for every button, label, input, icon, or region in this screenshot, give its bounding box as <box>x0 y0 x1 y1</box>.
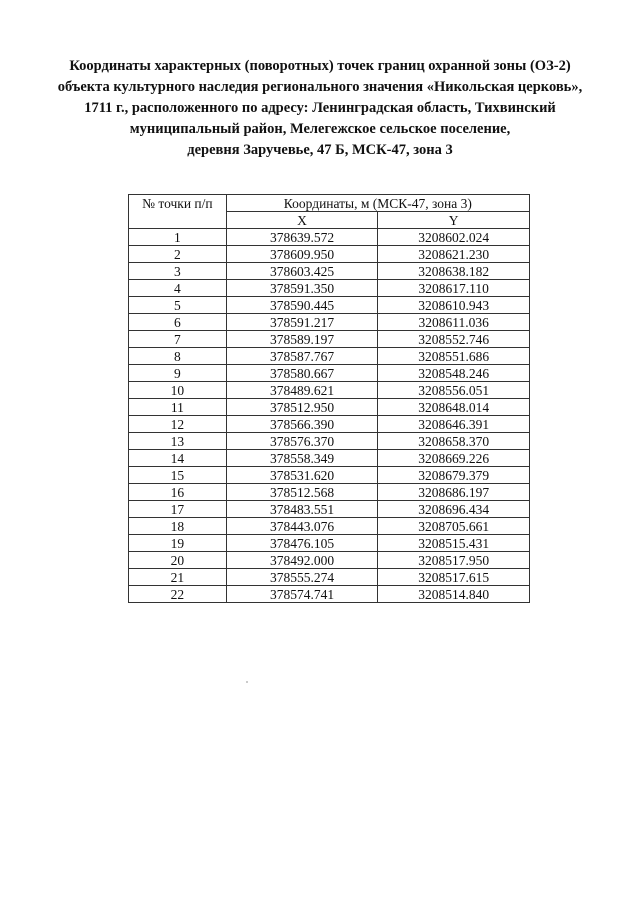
table-row <box>129 331 530 348</box>
y-coordinate-cell: 3208517.950 <box>378 552 530 569</box>
table-row <box>129 433 530 450</box>
x-coordinate-cell: 378609.950 <box>226 246 378 263</box>
y-coordinate-cell: 3208658.370 <box>378 433 530 450</box>
title-line-5: деревня Заручевье, 47 Б, МСК-47, зона 3 <box>187 142 453 158</box>
table-header <box>129 195 530 229</box>
x-coordinate-cell: 378558.349 <box>226 450 378 467</box>
table-row <box>129 552 530 569</box>
x-coordinate-cell: 378603.425 <box>226 263 378 280</box>
x-coordinate-cell: 378589.197 <box>226 331 378 348</box>
header-y: Y <box>378 212 530 229</box>
y-coordinate-cell: 3208679.379 <box>378 467 530 484</box>
table-row <box>129 297 530 314</box>
table-row <box>129 450 530 467</box>
point-number-cell: 17 <box>129 501 227 518</box>
document-title <box>40 56 600 161</box>
point-number-cell: 2 <box>129 246 227 263</box>
point-number-cell: 7 <box>129 331 227 348</box>
x-coordinate-cell: 378512.568 <box>226 484 378 501</box>
point-number-cell: 12 <box>129 416 227 433</box>
table-row <box>129 263 530 280</box>
y-coordinate-cell: 3208552.746 <box>378 331 530 348</box>
y-coordinate-cell: 3208551.686 <box>378 348 530 365</box>
header-x: X <box>226 212 378 229</box>
x-coordinate-cell: 378574.741 <box>226 586 378 603</box>
table-row <box>129 586 530 603</box>
x-coordinate-cell: 378492.000 <box>226 552 378 569</box>
x-coordinate-cell: 378555.274 <box>226 569 378 586</box>
y-coordinate-cell: 3208610.943 <box>378 297 530 314</box>
y-coordinate-cell: 3208696.434 <box>378 501 530 518</box>
table-row <box>129 518 530 535</box>
x-coordinate-cell: 378483.551 <box>226 501 378 518</box>
y-coordinate-cell: 3208686.197 <box>378 484 530 501</box>
x-coordinate-cell: 378639.572 <box>226 229 378 246</box>
table-row <box>129 501 530 518</box>
point-number-cell: 13 <box>129 433 227 450</box>
scan-speck <box>246 681 248 683</box>
x-coordinate-cell: 378576.370 <box>226 433 378 450</box>
table-row <box>129 280 530 297</box>
table-row <box>129 246 530 263</box>
point-number-cell: 9 <box>129 365 227 382</box>
table-body <box>129 229 530 603</box>
y-coordinate-cell: 3208669.226 <box>378 450 530 467</box>
point-number-cell: 3 <box>129 263 227 280</box>
table-row <box>129 416 530 433</box>
point-number-cell: 18 <box>129 518 227 535</box>
point-number-cell: 15 <box>129 467 227 484</box>
table-row <box>129 535 530 552</box>
point-number-cell: 21 <box>129 569 227 586</box>
y-coordinate-cell: 3208517.615 <box>378 569 530 586</box>
y-coordinate-cell: 3208638.182 <box>378 263 530 280</box>
x-coordinate-cell: 378489.621 <box>226 382 378 399</box>
table-row <box>129 467 530 484</box>
x-coordinate-cell: 378591.217 <box>226 314 378 331</box>
y-coordinate-cell: 3208514.840 <box>378 586 530 603</box>
table-row <box>129 229 530 246</box>
y-coordinate-cell: 3208556.051 <box>378 382 530 399</box>
table-row <box>129 365 530 382</box>
y-coordinate-cell: 3208648.014 <box>378 399 530 416</box>
point-number-cell: 6 <box>129 314 227 331</box>
point-number-cell: 19 <box>129 535 227 552</box>
x-coordinate-cell: 378591.350 <box>226 280 378 297</box>
table-row <box>129 314 530 331</box>
title-line-4: муниципальный район, Мелегежское сельское поселение, <box>129 121 511 137</box>
y-coordinate-cell: 3208548.246 <box>378 365 530 382</box>
y-coordinate-cell: 3208611.036 <box>378 314 530 331</box>
point-number-cell: 14 <box>129 450 227 467</box>
x-coordinate-cell: 378580.667 <box>226 365 378 382</box>
x-coordinate-cell: 378512.950 <box>226 399 378 416</box>
table-row <box>129 484 530 501</box>
table-row <box>129 382 530 399</box>
point-number-cell: 5 <box>129 297 227 314</box>
y-coordinate-cell: 3208621.230 <box>378 246 530 263</box>
point-number-cell: 10 <box>129 382 227 399</box>
x-coordinate-cell: 378476.105 <box>226 535 378 552</box>
x-coordinate-cell: 378587.767 <box>226 348 378 365</box>
title-line-1: Координаты характерных (поворотных) точек границ охранной зоны (ОЗ-2) <box>69 58 571 74</box>
point-number-cell: 11 <box>129 399 227 416</box>
y-coordinate-cell: 3208515.431 <box>378 535 530 552</box>
point-number-cell: 4 <box>129 280 227 297</box>
title-line-3: 1711 г., расположенного по адресу: Ленинградская область, Тихвинский <box>84 100 556 116</box>
table-row <box>129 569 530 586</box>
table-row <box>129 399 530 416</box>
title-line-2: объекта культурного наследия регионального значения «Никольская церковь», <box>57 79 583 95</box>
table-row <box>129 348 530 365</box>
x-coordinate-cell: 378566.390 <box>226 416 378 433</box>
point-number-cell: 20 <box>129 552 227 569</box>
point-number-cell: 1 <box>129 229 227 246</box>
x-coordinate-cell: 378531.620 <box>226 467 378 484</box>
coordinates-table <box>128 194 530 603</box>
y-coordinate-cell: 3208646.391 <box>378 416 530 433</box>
x-coordinate-cell: 378590.445 <box>226 297 378 314</box>
x-coordinate-cell: 378443.076 <box>226 518 378 535</box>
point-number-cell: 16 <box>129 484 227 501</box>
header-point-number: № точки п/п <box>129 195 227 229</box>
header-coordinates: Координаты, м (МСК-47, зона 3) <box>226 195 529 212</box>
point-number-cell: 22 <box>129 586 227 603</box>
y-coordinate-cell: 3208602.024 <box>378 229 530 246</box>
point-number-cell: 8 <box>129 348 227 365</box>
y-coordinate-cell: 3208617.110 <box>378 280 530 297</box>
y-coordinate-cell: 3208705.661 <box>378 518 530 535</box>
